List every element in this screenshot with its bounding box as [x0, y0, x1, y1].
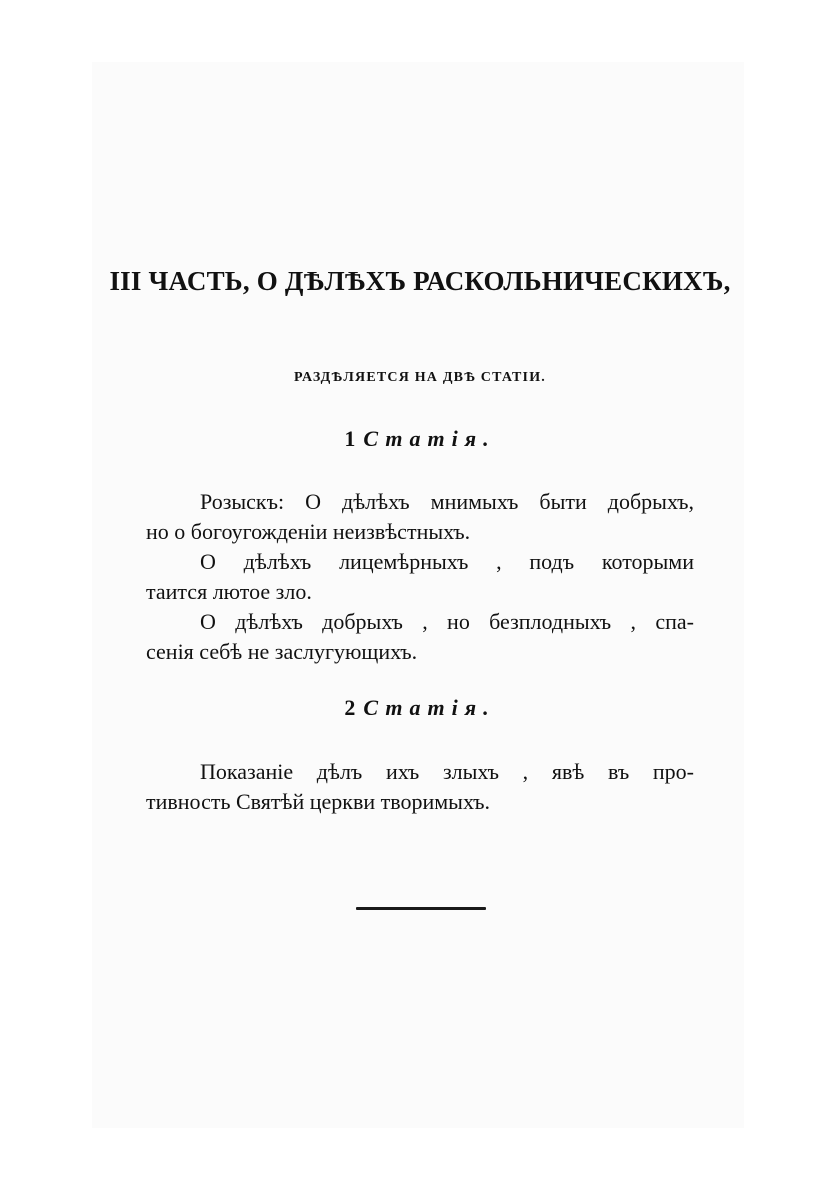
- article-1-word: Статія.: [363, 426, 496, 451]
- article-1-number: 1: [344, 426, 356, 451]
- article-2-word: Статія.: [363, 695, 496, 720]
- article-1-title: [0, 426, 840, 452]
- article-2-number: 2: [344, 695, 356, 720]
- article-1-line: но о богоугожденіи неизвѣстныхъ.: [146, 519, 471, 544]
- section-divider-rule: [356, 907, 486, 910]
- article-2-line: тивность Святѣй церкви творимыхъ.: [146, 789, 490, 814]
- article-1-line: О дѣлѣхъ лицемѣрныхъ , подъ которыми: [200, 549, 694, 574]
- article-2-title: [0, 695, 840, 721]
- part-subheading: РАЗДѢЛЯЕТСЯ НА ДВѢ СТАТІИ.: [294, 370, 546, 385]
- article-1-line: сенія себѣ не заслугующихъ.: [146, 639, 418, 664]
- article-1-line: Розыскъ: О дѣлѣхъ мнимыхъ быти добрыхъ,: [200, 489, 694, 514]
- article-2-line: Показаніе дѣлъ ихъ злыхъ , явѣ въ про-: [200, 759, 694, 784]
- part-heading: III ЧАСТЬ, О ДѢЛѢХЪ РАСКОЛЬНИЧЕСКИХЪ,: [109, 266, 731, 296]
- article-1-line: О дѣлѣхъ добрыхъ , но безплодныхъ , спа-: [200, 609, 694, 634]
- article-1-line: таится лютое зло.: [146, 579, 312, 604]
